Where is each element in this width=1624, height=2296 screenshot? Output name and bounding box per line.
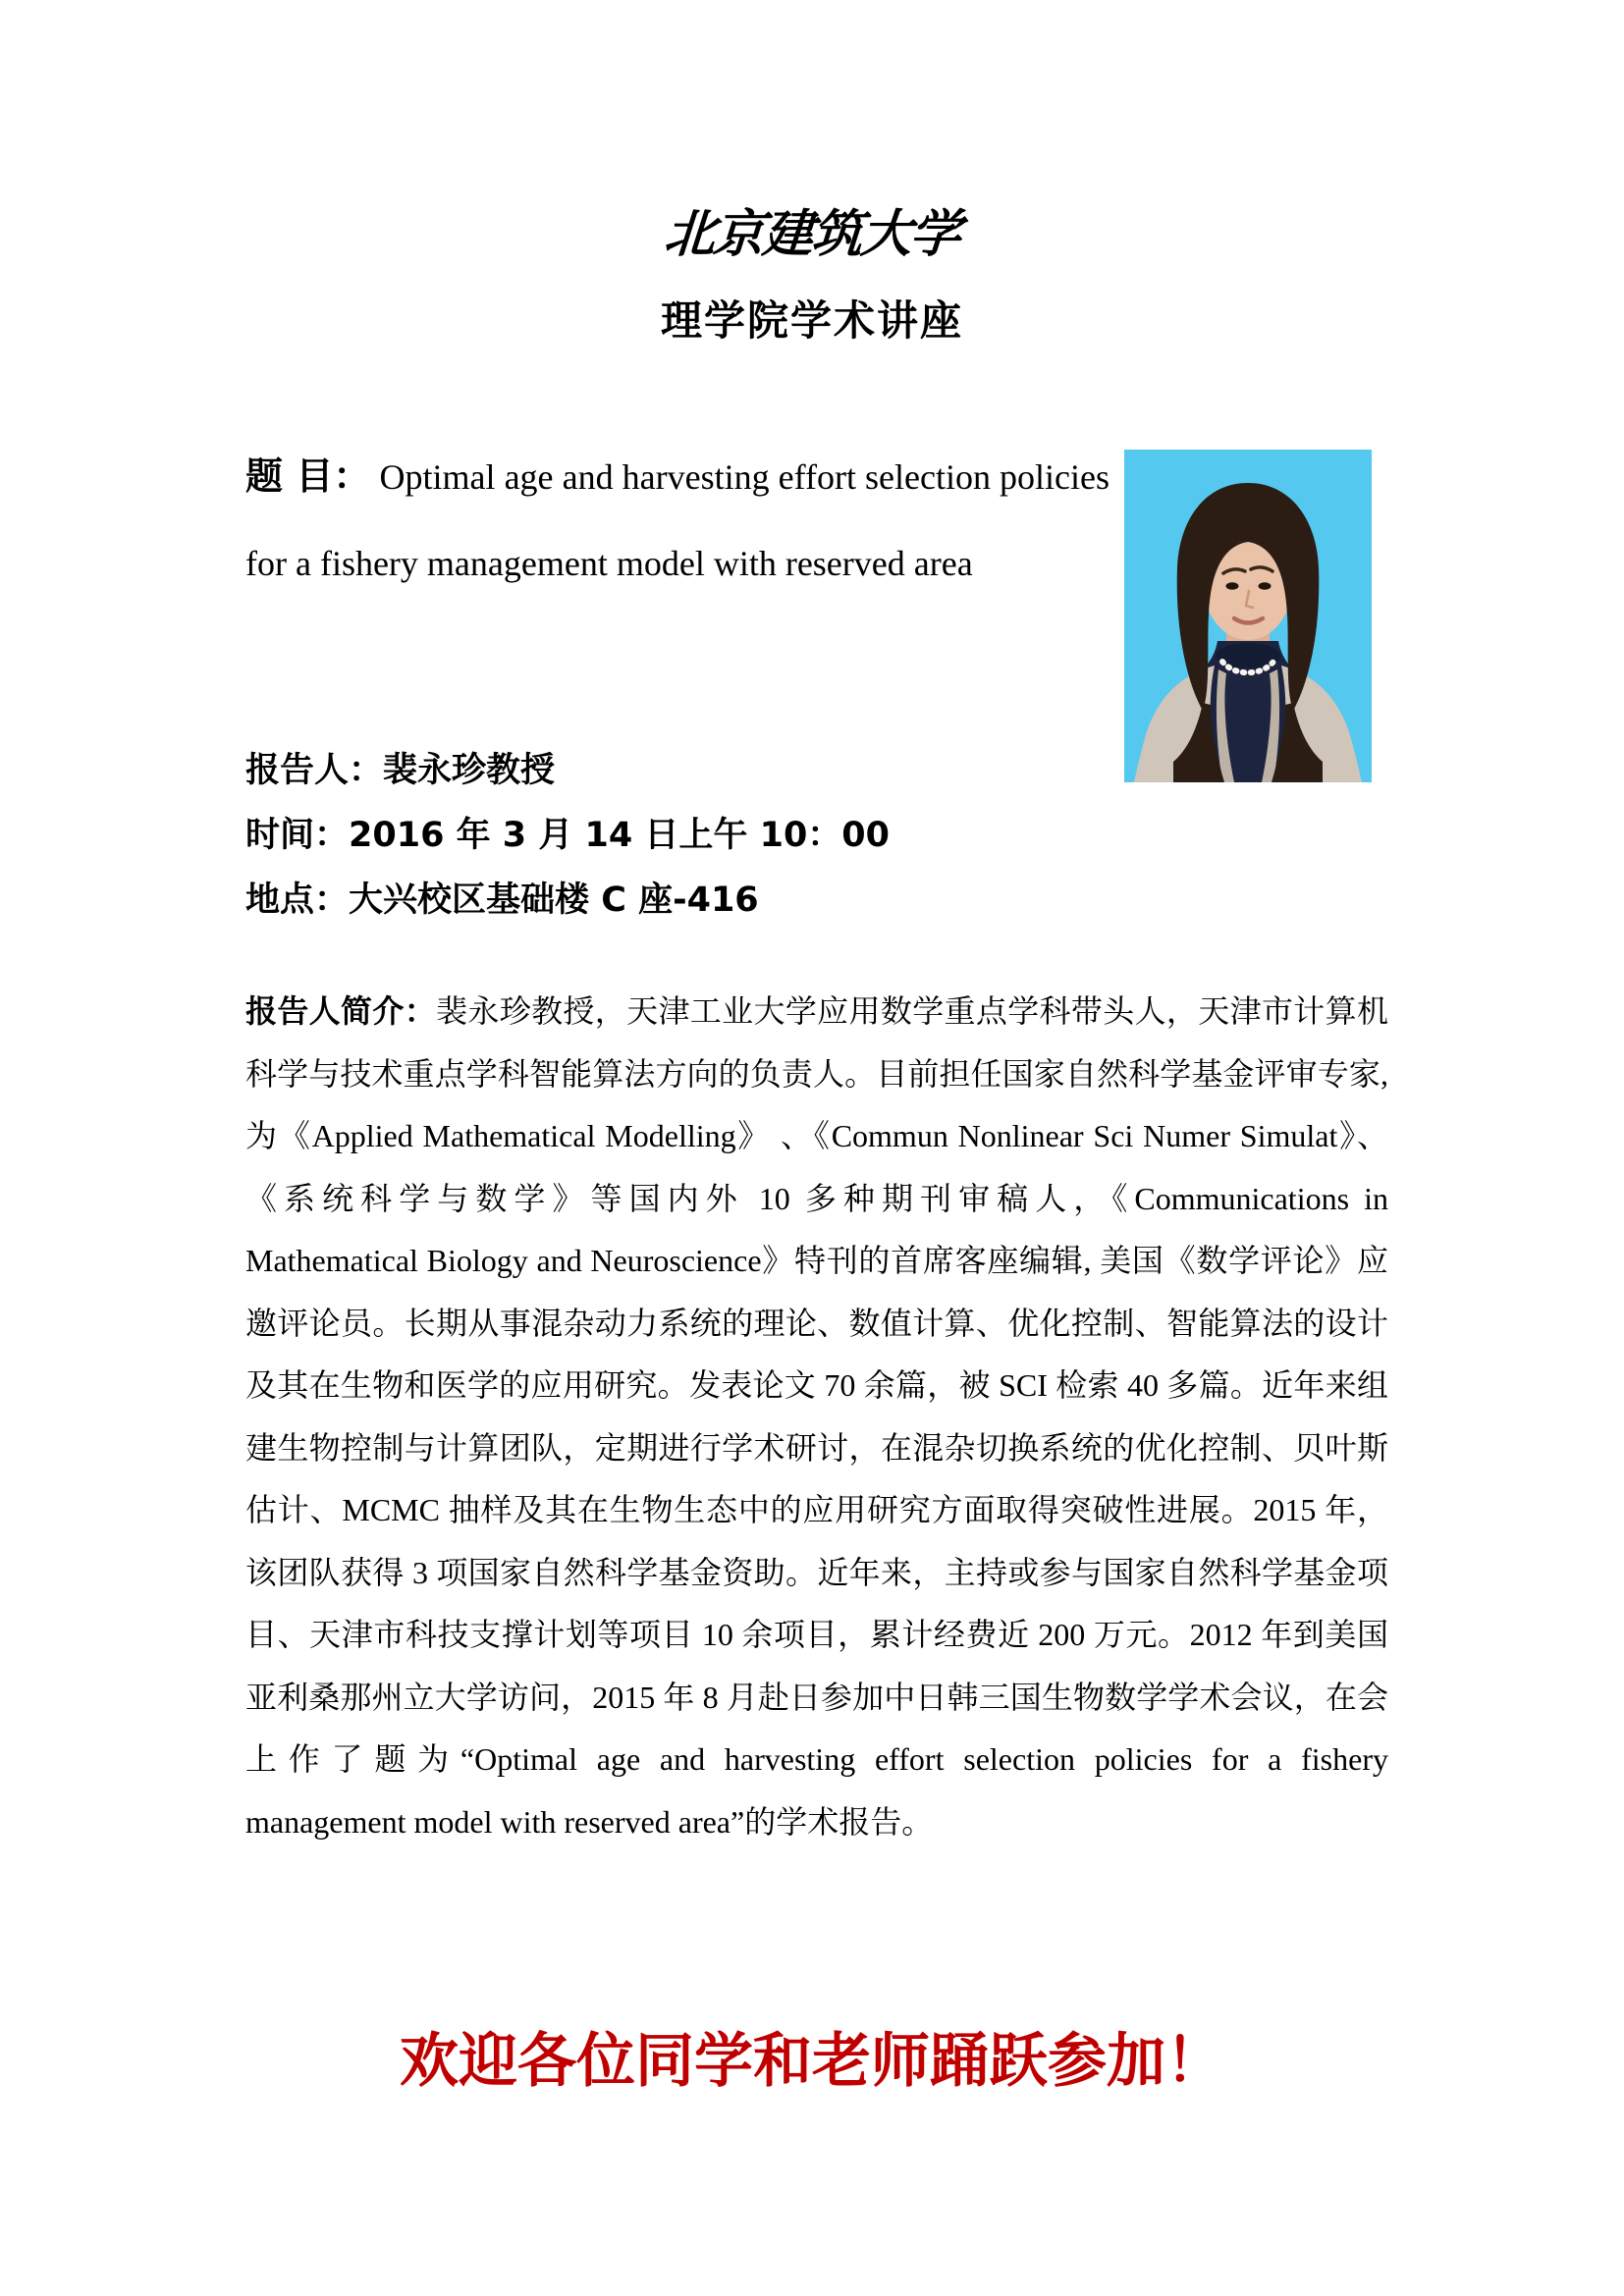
lecture-info [245,738,890,933]
welcome-slogan: 欢迎各位同学和老师踊跃参加！ [400,2027,1224,2096]
university-logo: 北京建筑大学 [662,205,961,264]
left-eye [1226,582,1239,590]
right-eye [1259,582,1272,590]
location-label: 地点： [245,881,350,920]
lecture-title-label: 题 目： [245,454,371,498]
bio-text: 裴永珍教授，天津工业大学应用数学重点学科带头人，天津市计算机科学与技术重点学科智能算法方向的负责人。目前担任国家自然科学基金评审专家, 为《Applied Mathematical Modelling》 、《Commun Nonlinear Sci Numer Simulat》、《系统科学与数学》等国内外 10 多种期刊审稿人，《Communications in Mathematical Biology and Neuroscience》特刊的首席客座编辑, 美国《数学评论》应邀评论员。长期从事混杂动力系统的理论、数值计算、优化控制、智能算法的设计及其在生物和医学的应用研究。发表论文 70 余篇，被 SCI 检索 40 多篇。近年来组建生物控制与计算团队，定期进行学术研讨，在混杂切换系统的优化控制、贝叶斯估计、MCMC 抽样及其在生物生态中的应用研究方面取得突破性进展。2015 年，该团队获得 3 项国家自然科学基金资助。近年来，主持或参与国家自然科学基金项目、天津市科技支撑计划等项目 10 余项目，累计经费近 200 万元。2012 年到美国亚利桑那州立大学访问，2015 年 8 月赴日参加中日韩三国生物数学学术会议，在会上作了题为“Optimal age and harvesting effort selection policies for a fishery management model with reserved area”的学术报告。 [245,993,1388,1840]
location-value: 大兴校区基础楼 C 座-416 [349,881,759,920]
speaker-row [245,738,890,803]
speaker-label: 报告人： [245,751,384,790]
speaker-bio [245,981,1388,1853]
speaker-photo [1124,450,1372,782]
page-title: 理学院学术讲座 [660,296,963,345]
bio-label: 报告人简介： [245,992,437,1030]
time-row [245,803,890,868]
lecture-title-text: Optimal age and harvesting effort selection policies for a fishery management model with reserved area [245,457,1110,583]
speaker-value: 裴永珍教授 [383,751,556,790]
location-row [245,868,890,933]
lecture-title [245,433,1110,607]
portrait-illustration [1124,450,1372,782]
time-label: 时间： [245,816,350,855]
time-value: 2016 年 3 月 14 日上午 10：00 [349,816,891,855]
